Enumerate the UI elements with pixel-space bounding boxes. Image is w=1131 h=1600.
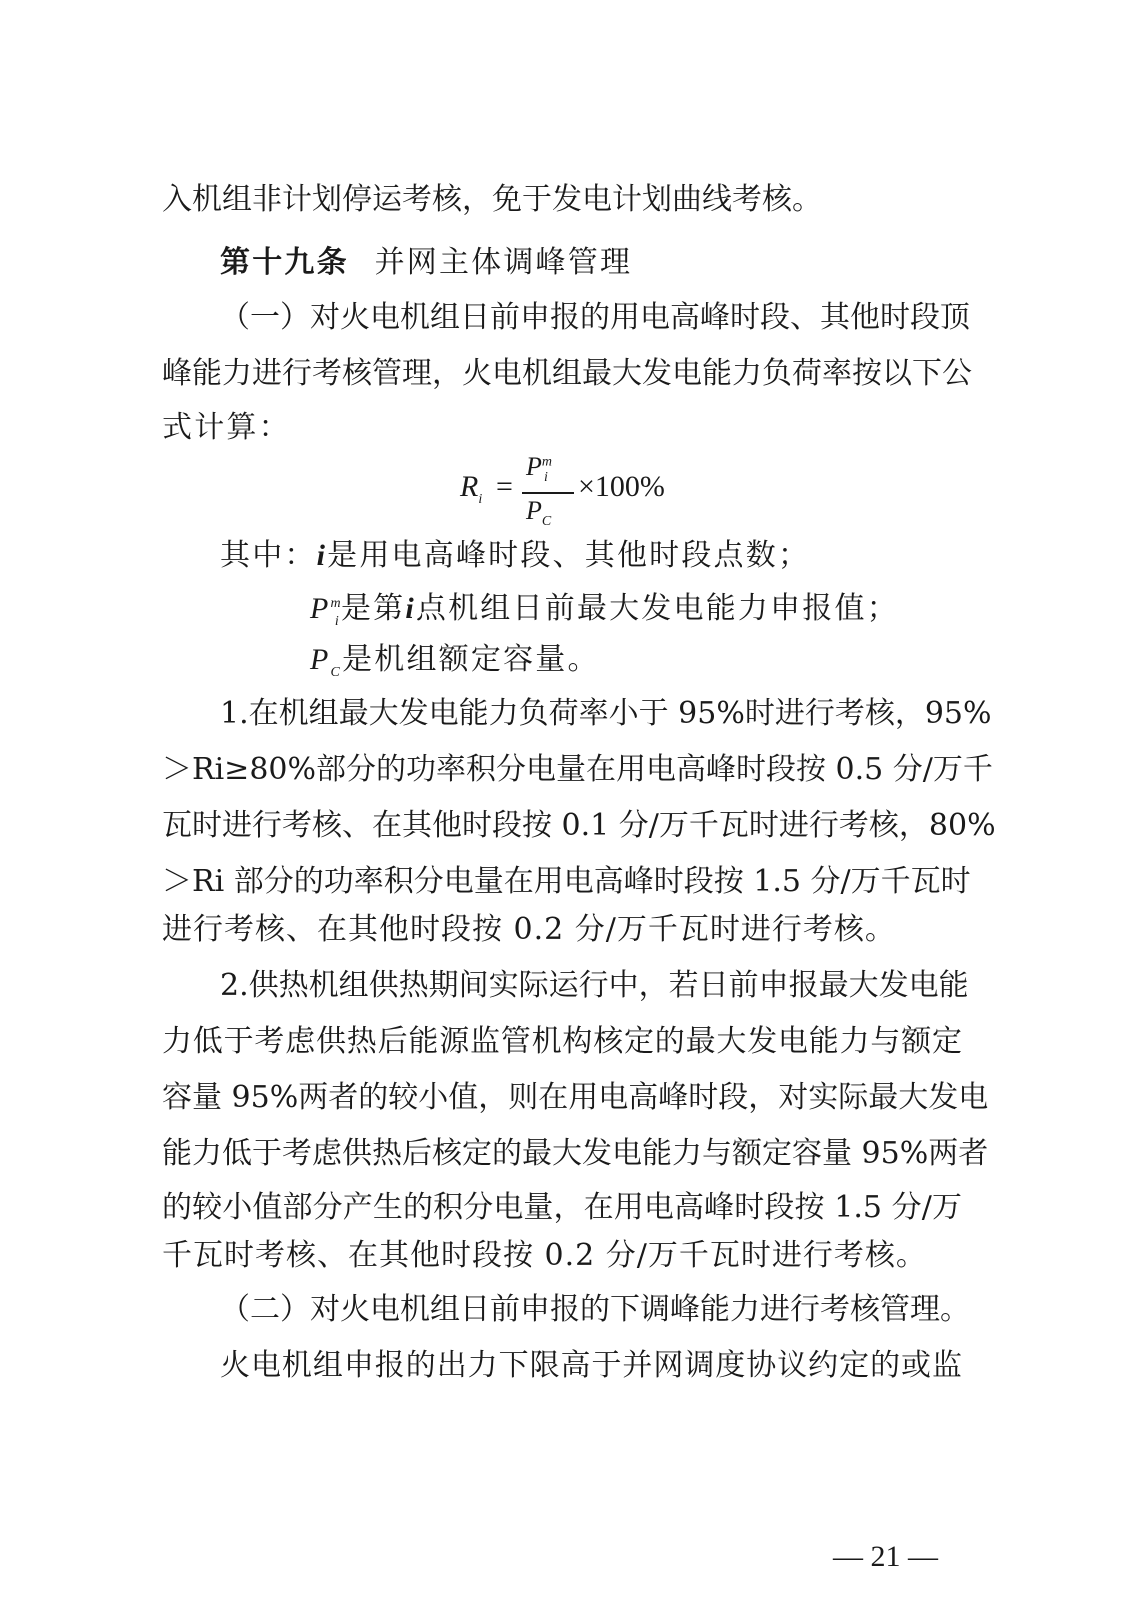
formula-multiplier: ×100% [578, 470, 665, 503]
definition-p: $P^m_i$是第i点机组日前最大发电能力申报值； [310, 591, 899, 629]
page-number: — 21 — [833, 1540, 938, 1573]
article-title: 并网主体调峰管理 [374, 245, 633, 280]
item1-line: ＞Ri≥80%部分的功率积分电量在用电高峰时段按 0.5 分/万千 [162, 752, 993, 787]
body-text-line: （一）对火电机组日前申报的用电高峰时段、其他时段顶 [220, 300, 970, 335]
article-heading [220, 243, 632, 283]
item1-line: 1.在机组最大发电能力负荷率小于 95%时进行考核，95% [220, 696, 992, 731]
formula-lhs: $R_i$ [460, 470, 483, 507]
item1-line: 瓦时进行考核、在其他时段按 0.1 分/万千瓦时进行考核，80% [162, 808, 996, 843]
formula-denominator: $P_C$ [526, 496, 552, 530]
formula-equals: = [496, 470, 513, 503]
item2-line: 能力低于考虑供热后核定的最大发电能力与额定容量 95%两者 [162, 1136, 989, 1171]
item2-line: 力低于考虑供热后能源监管机构核定的最大发电能力与额定 [162, 1024, 962, 1059]
definition-i: 其中：i是用电高峰时段、其他时段点数； [220, 538, 811, 573]
definition-pc: $P_C$是机组额定容量。 [310, 642, 600, 680]
item1-line: 进行考核、在其他时段按 0.2 分/万千瓦时进行考核。 [162, 912, 896, 947]
item1-line: ＞Ri 部分的功率积分电量在用电高峰时段按 1.5 分/万千瓦时 [162, 864, 971, 899]
item2-line: 2.供热机组供热期间实际运行中，若日前申报最大发电能 [220, 968, 969, 1003]
formula-numerator: $P^m_i$ [526, 452, 553, 486]
article-number: 第十九条 [220, 245, 349, 280]
body-text-line: 式计算： [162, 410, 291, 445]
body-text-line: 峰能力进行考核管理，火电机组最大发电能力负荷率按以下公 [162, 356, 972, 391]
item2-line: 容量 95%两者的较小值，则在用电高峰时段，对实际最大发电 [162, 1080, 989, 1115]
load-rate-formula [460, 452, 720, 532]
section2-heading: （二）对火电机组日前申报的下调峰能力进行考核管理。 [220, 1292, 970, 1327]
body-text-line: 火电机组申报的出力下限高于并网调度协议约定的或监 [220, 1348, 962, 1383]
item2-line: 千瓦时考核、在其他时段按 0.2 分/万千瓦时进行考核。 [162, 1238, 927, 1273]
body-text-line: 入机组非计划停运考核，免于发电计划曲线考核。 [162, 182, 822, 217]
fraction-bar [522, 492, 574, 494]
item2-line: 的较小值部分产生的积分电量，在用电高峰时段按 1.5 分/万 [162, 1190, 962, 1225]
